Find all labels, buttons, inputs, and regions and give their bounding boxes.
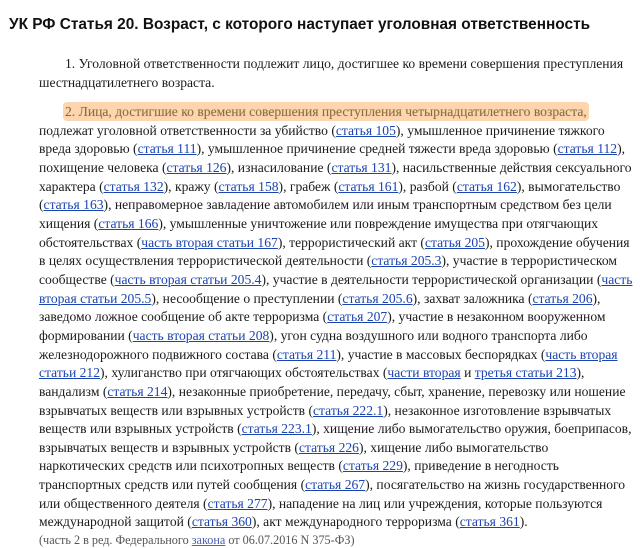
paragraph-text: ), хищение либо вымогательство оружия, боеприпасов, взрывчатых веществ и взрывных устройств ( xyxy=(39,421,632,455)
note-prefix: (часть 2 в ред. Федерального xyxy=(39,533,192,547)
paragraph-text: ), кражу ( xyxy=(163,178,219,194)
paragraph-text: ), разбой ( xyxy=(398,178,457,194)
paragraph-text: ), захват заложника ( xyxy=(412,290,533,306)
article-link[interactable]: статья 222.1 xyxy=(313,402,384,418)
article-title: УК РФ Статья 20. Возраст, с которого наступает уголовная ответственность xyxy=(9,16,591,33)
paragraph-text: ), прохождение обучения в целях осуществления террористической деятельности ( xyxy=(39,234,630,269)
article-link[interactable]: статья 207 xyxy=(327,309,388,325)
article-link[interactable]: статья 131 xyxy=(331,159,392,175)
highlighted-text: 2. Лица, достигшие ко времени совершения преступления четырнадцатилетнего возраста, xyxy=(65,104,587,119)
paragraph-text: ), акт международного терроризма ( xyxy=(251,514,460,530)
article-link[interactable]: статья 206 xyxy=(532,290,593,306)
paragraph-text: ), похищение человека ( xyxy=(39,141,626,175)
article-link[interactable]: часть вторая статьи 205.4 xyxy=(114,271,262,287)
paragraph-text: ), умышленное причинение средней тяжести вреда здоровью ( xyxy=(196,141,558,157)
article-link[interactable]: часть вторая статьи 167 xyxy=(141,234,278,250)
paragraph-text: ), хищение либо вымогательство наркотических средств или психотропных веществ ( xyxy=(39,439,549,474)
article-link[interactable]: статья 205.3 xyxy=(371,253,442,269)
article-link[interactable]: часть вторая статьи 208 xyxy=(132,327,270,343)
paragraph-2-body xyxy=(39,123,632,530)
article-link[interactable]: статья 226 xyxy=(298,439,359,455)
paragraph-text: ), угон судна воздушного или водного транспорта либо железнодорожного подвижного состава ( xyxy=(39,327,588,362)
paragraph-text: подлежат уголовной ответственности за убийство ( xyxy=(39,122,336,138)
amendment-note xyxy=(39,532,355,548)
article-link[interactable]: статья 126 xyxy=(166,159,227,175)
article-link[interactable]: статья 166 xyxy=(98,215,159,231)
paragraph-text: ), вымогательство ( xyxy=(39,178,621,213)
paragraph-text: и xyxy=(460,365,475,381)
law-link[interactable]: закона xyxy=(191,533,226,547)
article-link[interactable]: статья 158 xyxy=(218,178,279,194)
paragraph-1: 1. Уголовной ответственности подлежит лицо, достигшее ко времени совершения преступления шестнадцатилетнего возраста. xyxy=(39,56,624,90)
article-link[interactable]: статья 163 xyxy=(43,197,104,213)
article-link[interactable]: статья 161 xyxy=(338,178,399,194)
note-suffix: от 06.07.2016 N 375-ФЗ) xyxy=(225,533,355,547)
article-link[interactable]: статья 360 xyxy=(191,514,252,530)
paragraph-text: ), нападение на лиц или учреждения, которые пользуются международной защитой ( xyxy=(39,495,603,530)
paragraph-text: ), грабеж ( xyxy=(278,178,339,194)
paragraph-text: ), умышленное причинение тяжкого вреда здоровью ( xyxy=(39,122,605,157)
paragraph-text: ), заведомо ложное сообщение об акте терроризма ( xyxy=(39,290,601,325)
paragraph-text: ), насильственные действия сексуального характера ( xyxy=(39,159,632,194)
article-link[interactable]: статья 105 xyxy=(335,122,396,138)
article-link[interactable]: статья 112 xyxy=(557,141,618,157)
article-link[interactable]: статья 211 xyxy=(276,346,337,362)
article-link[interactable]: статья 162 xyxy=(456,178,517,194)
article-link[interactable]: статья 111 xyxy=(137,141,197,157)
paragraph-text: ), участие в деятельности террористической организации ( xyxy=(261,271,602,287)
article-link[interactable]: статья 277 xyxy=(207,495,268,511)
article-link[interactable]: третья статьи 213 xyxy=(474,365,577,381)
article-link[interactable]: статья 205.6 xyxy=(342,290,413,306)
paragraph-text: ), несообщение о преступлении ( xyxy=(151,290,343,306)
paragraph-2 xyxy=(39,103,634,532)
article-link[interactable]: статья 205 xyxy=(424,234,485,250)
paragraph-text: ), приведение в негодность транспортных средств или путей сообщения ( xyxy=(39,458,559,493)
article-link[interactable]: часть вторая статьи 205.5 xyxy=(39,271,633,306)
paragraph-text: ), незаконное изготовление взрывчатых веществ или взрывных устройств ( xyxy=(39,402,612,437)
paragraph-text: ), участие в террористическом сообществе ( xyxy=(39,253,617,287)
paragraph-text: ), участие в незаконном вооруженном формировании ( xyxy=(39,309,606,343)
article-link[interactable]: статья 132 xyxy=(103,178,164,194)
article-link[interactable]: части вторая xyxy=(387,365,461,381)
paragraph-text: ), террористический акт ( xyxy=(277,234,425,250)
paragraph-text: ), незаконные приобретение, передачу, сбыт, хранение, перевозку или ношение взрывчатых веществ или взрывных устройств ( xyxy=(39,383,626,418)
article-link[interactable]: статья 229 xyxy=(342,458,403,474)
paragraph-text: ), умышленные уничтожение или повреждение имущества при отягчающих обстоятельствах ( xyxy=(39,215,599,250)
paragraph-text: ), вандализм ( xyxy=(39,365,585,399)
paragraph-text: ), посягательство на жизнь государственного или общественного деятеля ( xyxy=(39,477,626,511)
article-link[interactable]: статья 223.1 xyxy=(241,421,312,437)
paragraph-text: ). xyxy=(519,514,528,530)
article-link[interactable]: статья 214 xyxy=(107,383,168,399)
paragraph-text: ), хулиганство при отягчающих обстоятельствах ( xyxy=(100,365,388,381)
paragraph-text: ), участие в массовых беспорядках ( xyxy=(336,346,546,362)
article-link[interactable]: статья 361 xyxy=(459,514,520,530)
paragraph-text: ), неправомерное завладение автомобилем или иным транспортным средством без цели хищения ( xyxy=(39,197,612,231)
paragraph-text: ), изнасилование ( xyxy=(226,159,332,175)
article-link[interactable]: статья 267 xyxy=(305,477,366,493)
article-link[interactable]: часть вторая статьи 212 xyxy=(39,346,618,381)
